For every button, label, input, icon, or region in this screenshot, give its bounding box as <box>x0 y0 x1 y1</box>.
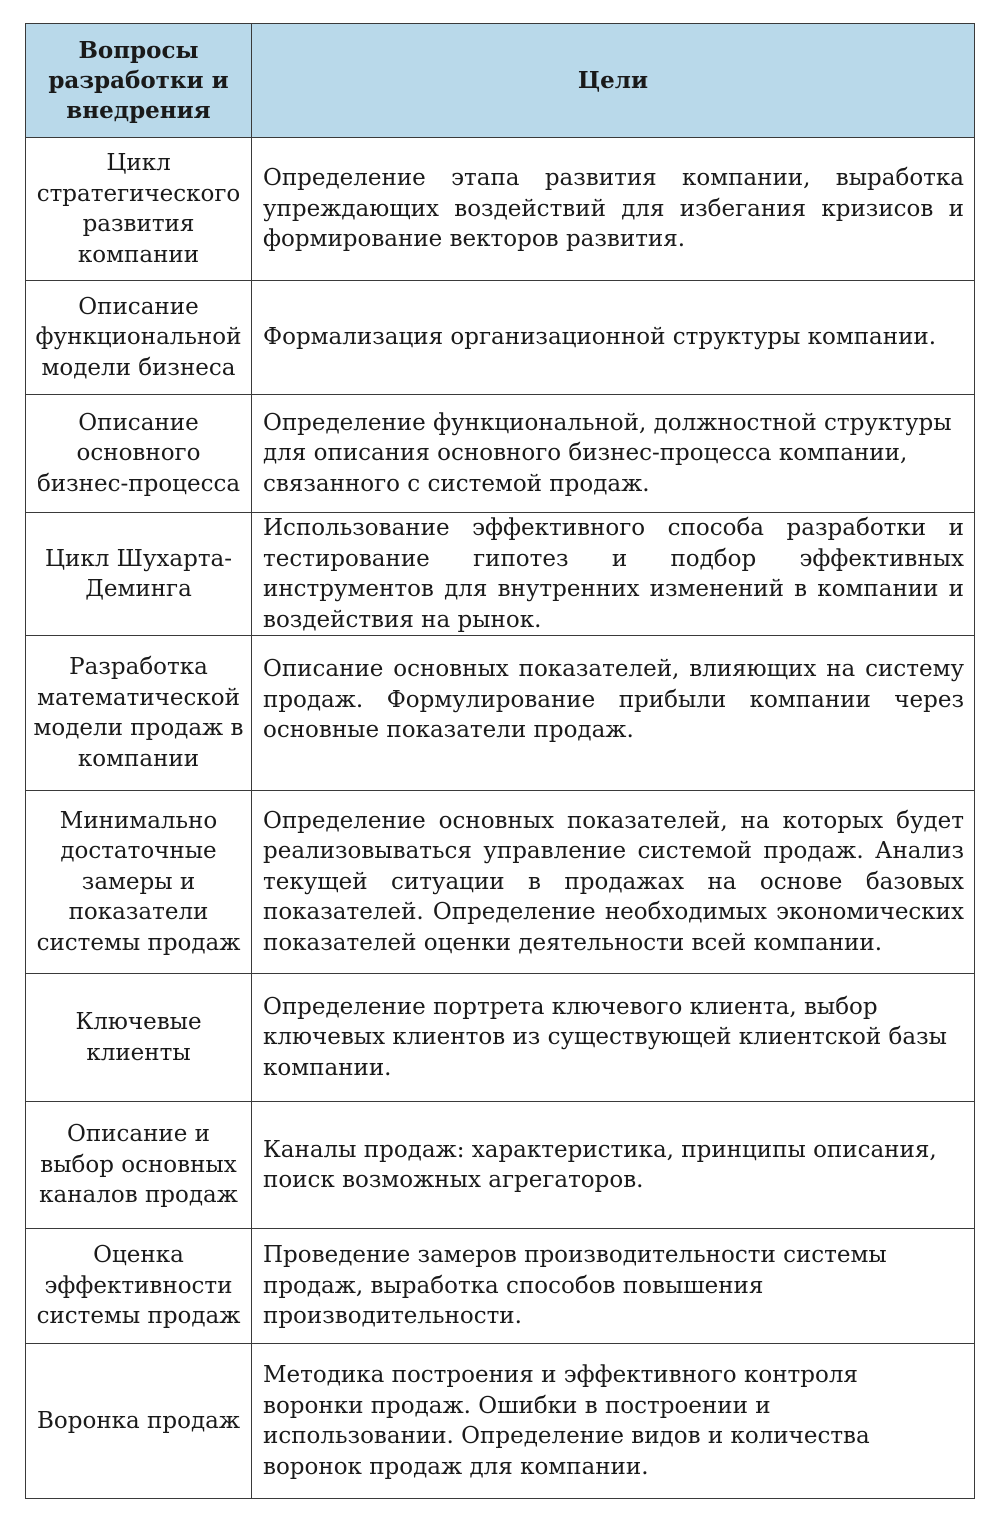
goal-cell: Методика построения и эффективного контроля воронки продаж. Ошибки в построении и использовании. Определение видов и количества воронок продаж для компании. <box>252 1344 975 1499</box>
table-row <box>26 974 975 1102</box>
question-cell: Разработка математической модели продаж в компании <box>26 636 252 791</box>
table-row <box>26 791 975 974</box>
table-row <box>26 395 975 513</box>
header-questions: Вопросы разработки и внедрения <box>26 24 252 138</box>
table-row <box>26 1229 975 1344</box>
goals-table <box>25 23 975 1499</box>
table-row <box>26 138 975 281</box>
question-cell: Описание функциональной модели бизнеса <box>26 281 252 395</box>
question-cell: Цикл Шухарта-Деминга <box>26 513 252 636</box>
table-row <box>26 281 975 395</box>
question-cell: Описание и выбор основных каналов продаж <box>26 1102 252 1229</box>
question-cell: Минимально достаточные замеры и показатели системы продаж <box>26 791 252 974</box>
table-row <box>26 1102 975 1229</box>
question-cell: Оценка эффективности системы продаж <box>26 1229 252 1344</box>
table-row <box>26 513 975 636</box>
question-cell: Цикл стратегического развития компании <box>26 138 252 281</box>
goal-cell: Формализация организационной структуры компании. <box>252 281 975 395</box>
table-row <box>26 636 975 791</box>
goal-cell: Проведение замеров производительности системы продаж, выработка способов повышения производительности. <box>252 1229 975 1344</box>
table-header-row <box>26 24 975 138</box>
goal-cell: Определение функциональной, должностной структуры для описания основного бизнес-процесса компании, связанного с системой продаж. <box>252 395 975 513</box>
header-goals: Цели <box>252 24 975 138</box>
goal-cell: Использование эффективного способа разработки и тестирование гипотез и подбор эффективных инструментов для внутренних изменений в компании и воздействия на рынок. <box>252 513 975 636</box>
table-row <box>26 1344 975 1499</box>
goal-cell: Определение портрета ключевого клиента, выбор ключевых клиентов из существующей клиентской базы компании. <box>252 974 975 1102</box>
goal-cell: Определение этапа развития компании, выработка упреждающих воздействий для избегания кризисов и формирование векторов развития. <box>252 138 975 281</box>
question-cell: Воронка продаж <box>26 1344 252 1499</box>
goal-cell: Описание основных показателей, влияющих на систему продаж. Формулирование прибыли компании через основные показатели продаж. <box>252 636 975 791</box>
question-cell: Ключевые клиенты <box>26 974 252 1102</box>
goal-cell: Определение основных показателей, на которых будет реализовываться управление системой продаж. Анализ текущей ситуации в продажах на основе базовых показателей. Определение необходимых экономических показателей оценки деятельности всей компании. <box>252 791 975 974</box>
goal-cell: Каналы продаж: характеристика, принципы описания, поиск возможных агрегаторов. <box>252 1102 975 1229</box>
question-cell: Описание основного бизнес-процесса <box>26 395 252 513</box>
